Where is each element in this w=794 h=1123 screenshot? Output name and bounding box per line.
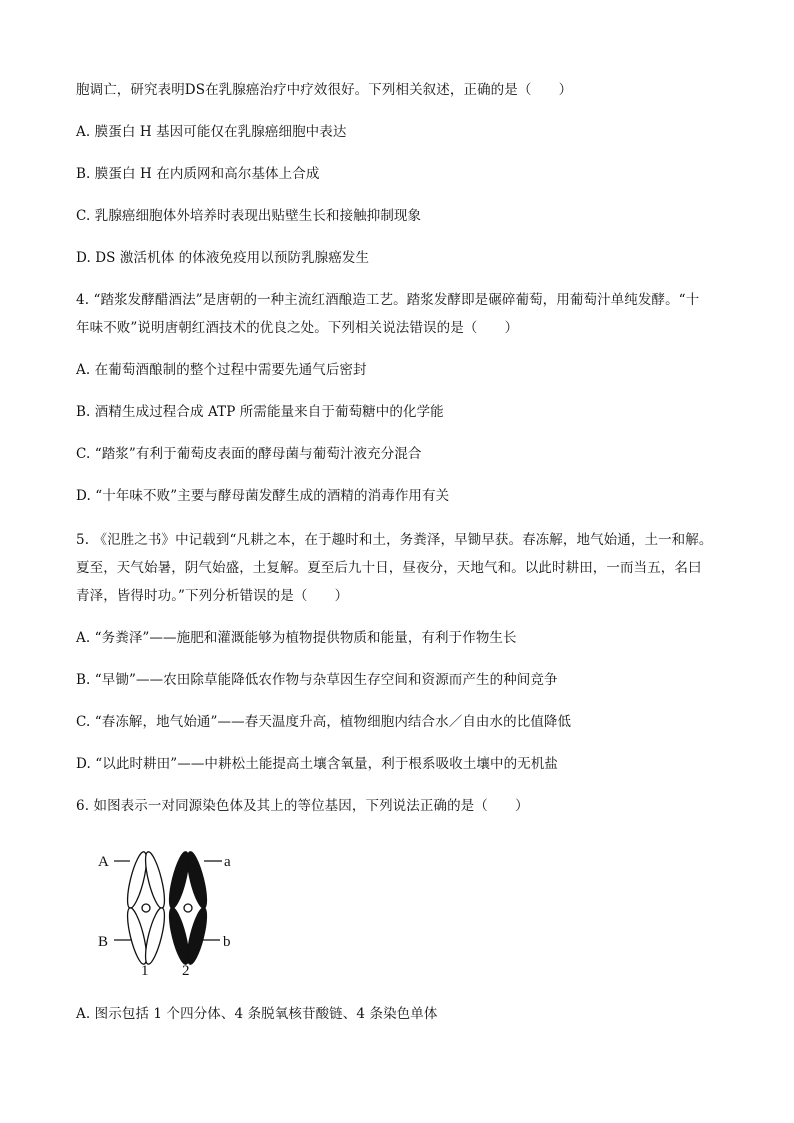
q5-stem-line3: 青泽，皆得时功。”下列分析错误的是（ ） xyxy=(76,588,349,604)
q3-option-b: B. 膜蛋白 H 在内质网和高尔基体上合成 xyxy=(76,166,320,182)
q3-stem-tail: 胞调亡，研究表明DS在乳腺癌治疗中疗效很好。下列相关叙述，正确的是（ ） xyxy=(76,82,573,98)
q4-option-c: C. “踏浆”有利于葡萄皮表面的酵母菌与葡萄汁液充分混合 xyxy=(76,446,422,462)
chromosome-number-2: 2 xyxy=(182,963,190,979)
q5-option-b: B. “早锄”——农田除草能降低农作物与杂草因生存空间和资源而产生的种间竞争 xyxy=(76,672,558,688)
q3-option-d: D. DS 激活机体 的体液免疫用以预防乳腺癌发生 xyxy=(76,250,370,266)
chromosome-number-1: 1 xyxy=(141,963,149,979)
q4-option-d: D. “十年味不败”主要与酵母菌发酵生成的酒精的消毒作用有关 xyxy=(76,488,450,504)
q4-stem-line2: 年味不败”说明唐朝红酒技术的优良之处。下列相关说法错误的是（ ） xyxy=(76,320,519,336)
chromosome-1 xyxy=(124,850,169,965)
q3-option-a: A. 膜蛋白 H 基因可能仅在乳腺癌细胞中表达 xyxy=(76,124,347,140)
q5-stem-line1: 5. 《氾胜之书》中记载到“凡耕之本，在于趣时和土，务粪泽，早锄早获。春冻解，地气始通，土一和解。 xyxy=(76,532,713,548)
q6-stem: 6. 如图表示一对同源染色体及其上的等位基因，下列说法正确的是（ ） xyxy=(76,798,529,814)
gene-label-a: a xyxy=(224,854,231,870)
chromosome-2 xyxy=(166,850,211,965)
homologous-chromosome-figure xyxy=(96,840,246,980)
q4-option-a: A. 在葡萄酒酿制的整个过程中需要先通气后密封 xyxy=(76,362,367,378)
q4-stem-line1: 4. “踏浆发酵醋酒法”是唐朝的一种主流红酒酿造工艺。踏浆发酵即是碾碎葡萄，用葡萄汁单纯发酵。“十 xyxy=(76,292,700,308)
q6-option-a: A. 图示包括 1 个四分体、4 条脱氧核苷酸链、4 条染色单体 xyxy=(76,1006,438,1022)
gene-label-b: b xyxy=(223,934,231,950)
chromosome-diagram xyxy=(96,840,246,980)
q4-option-b: B. 酒精生成过程合成 ATP 所需能量来自于葡萄糖中的化学能 xyxy=(76,404,444,420)
gene-label-B: B xyxy=(98,934,109,950)
q5-stem-line2: 夏至，天气始暑，阴气始盛，土复解。夏至后九十日，昼夜分，天地气和。以此时耕田，一而当五，名曰 xyxy=(76,560,702,576)
q5-option-c: C. “春冻解，地气始通”——春天温度升高，植物细胞内结合水／自由水的比值降低 xyxy=(76,714,572,730)
q5-option-d: D. “以此时耕田”——中耕松土能提高土壤含氧量，利于根系吸收土壤中的无机盐 xyxy=(76,756,559,772)
q5-option-a: A. “务粪泽”——施肥和灌溉能够为植物提供物质和能量，有利于作物生长 xyxy=(76,630,517,646)
q3-option-c: C. 乳腺癌细胞体外培养时表现出贴壁生长和接触抑制现象 xyxy=(76,208,422,224)
gene-label-A: A xyxy=(98,854,109,870)
